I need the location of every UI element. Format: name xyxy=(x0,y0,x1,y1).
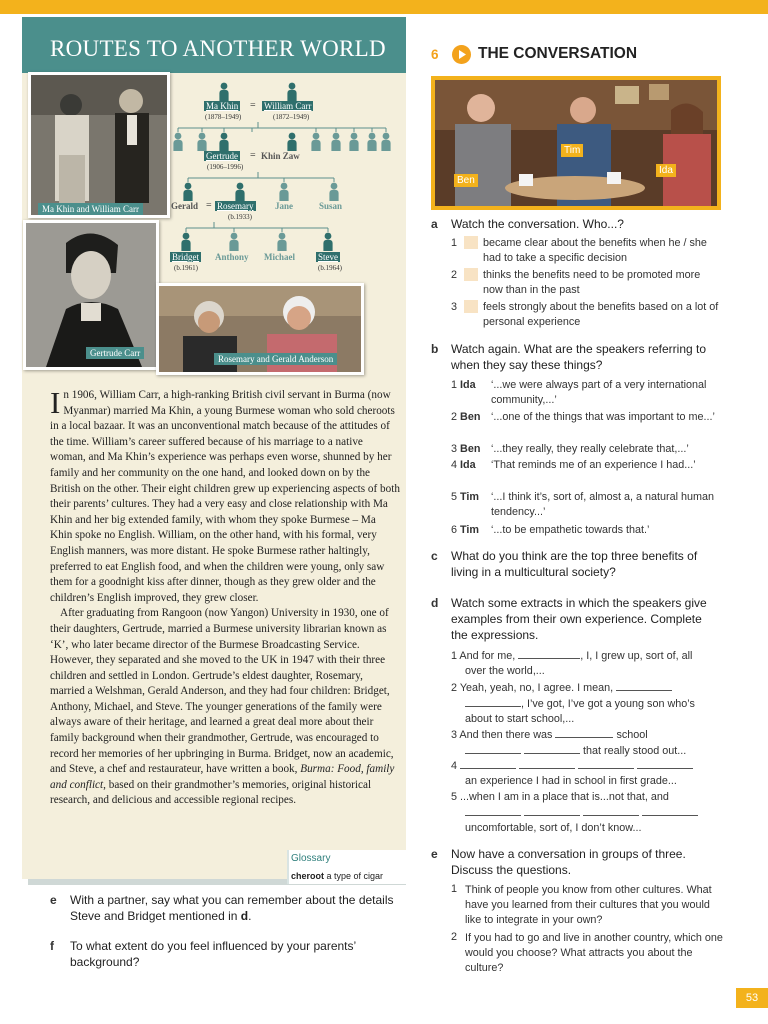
b-item-6-speaker: Tim xyxy=(460,524,480,536)
tree-makhin-dates: (1878–1949) xyxy=(205,113,242,121)
article-title: ROUTES TO ANOTHER WORLD xyxy=(50,36,386,61)
video-scene xyxy=(435,80,717,206)
d-item-3-blank-c[interactable] xyxy=(524,743,580,754)
article-paragraph-2 xyxy=(50,606,400,809)
d-item-1-number: 1 xyxy=(451,650,458,662)
a-item-1-text: became clear about the benefits when he / she had to take a specific decision xyxy=(483,237,707,264)
d-item-4-blank-d[interactable] xyxy=(637,758,693,769)
a-item-2-text: thinks the benefits need to be promoted more now than in the past xyxy=(483,269,701,296)
left-question-e-ref: d xyxy=(240,909,249,923)
b-item-3-quote: ‘...they really, they really celebrate that,...’ xyxy=(491,443,689,455)
a-item-1-answer-box[interactable] xyxy=(464,236,478,249)
tree-eq2: = xyxy=(250,150,256,161)
drop-cap: I xyxy=(50,385,61,420)
video-still[interactable] xyxy=(431,76,721,210)
d-item-5-blank-c[interactable] xyxy=(583,805,639,816)
b-item-5-number: 5 xyxy=(451,491,458,503)
d-item-5 xyxy=(451,790,726,836)
d-item-2-blank-b[interactable] xyxy=(465,696,521,707)
d-item-3-blank-b[interactable] xyxy=(465,743,521,754)
page-number: 53 xyxy=(736,988,768,1008)
d-item-1-middle: , I, I grew up, sort of, all xyxy=(580,650,693,662)
d-item-3-start: And then there was xyxy=(459,729,553,741)
b-item-5-speaker: Tim xyxy=(460,491,480,503)
article-body xyxy=(50,385,400,809)
b-item-4-number: 4 xyxy=(451,459,458,471)
d-item-2 xyxy=(451,680,726,727)
d-item-4-blank-a[interactable] xyxy=(460,758,516,769)
tree-william-dates: (1872–1949) xyxy=(273,113,310,121)
d-item-5-blank-a[interactable] xyxy=(465,805,521,816)
b-item-5-quote: ‘...I think it’s, sort of, almost a, a natural human tendency...’ xyxy=(491,491,715,518)
left-question-f-text: To what extent do you feel influenced by your parents’ background? xyxy=(70,939,356,969)
e-item-1-text: Think of people you know from other cultures. What have you learned from their cultures that you would like to integrate in your own? xyxy=(465,884,712,926)
tree-rosemary: Rosemary xyxy=(217,201,254,211)
exercise-c-text: What do you think are the top three benefits of living in a multicultural society? xyxy=(451,549,698,579)
exercise-a-letter: a xyxy=(431,217,438,231)
book-title: Burma: Food, family and conflict xyxy=(50,763,395,791)
d-item-5-start: ...when I am in a place that is...not that, and xyxy=(460,791,669,803)
b-item-6-quote: ‘...to be empathetic towards that.’ xyxy=(491,524,650,536)
tree-steve: Steve xyxy=(318,252,338,262)
video-label-ben: Ben xyxy=(454,174,478,187)
a-item-3-text: feels strongly about the benefits based on a lot of personal experience xyxy=(483,301,719,328)
d-item-2-middle: , I’ve got, I’ve got a young son who’s xyxy=(521,698,695,710)
left-question-f-letter: f xyxy=(50,939,54,953)
top-accent-bar xyxy=(0,0,768,14)
d-item-4 xyxy=(451,758,726,789)
article-p2-text: After graduating from Rangoon (now Yangon) University in 1930, one of their daughters, Gertrude, married a Burmese university librarian known as ‘K’, who later became director of the Burmese Broadcasting Service. However, they separated and she moved to the UK in 1947 with their three children and settled in London. Gertrude’s eldest daughter, Rosemary, married a Welshman, Gerald Anderson, and they had four children: Bridget, Anthony, Michael, and Steve. The younger generations of the family were always aware of their heritage, and learned a great deal more about their family background when their grandmother, Gertrude, was encouraged to record her memories of her upbringing in Burma. Bridget, now an academic, and Steve, a chef and restaurateur, have written a book, xyxy=(50,607,394,776)
tree-khinzaw: Khin Zaw xyxy=(261,151,300,161)
tree-jane: Jane xyxy=(275,201,293,211)
video-label-ida: Ida xyxy=(656,164,676,177)
b-item-4-speaker: Ida xyxy=(460,459,476,471)
a-item-2-answer-box[interactable] xyxy=(464,268,478,281)
d-item-1-end: over the world,... xyxy=(465,665,545,677)
tree-makhin: Ma Khin xyxy=(206,101,239,111)
left-question-e-text xyxy=(70,892,400,924)
caption-photo1: Ma Khin and William Carr xyxy=(38,203,143,215)
b-item-1-quote: ‘...we were always part of a very international community,...’ xyxy=(491,379,707,406)
section-title: THE CONVERSATION xyxy=(478,45,638,62)
d-item-3 xyxy=(451,727,726,759)
a-item-1-number: 1 xyxy=(451,237,458,249)
b-item-1-number: 1 xyxy=(451,379,458,391)
b-item-2-quote: ‘...one of the things that was important to me...’ xyxy=(491,411,715,423)
e-item-2-number: 2 xyxy=(451,931,458,943)
tree-bridget: Bridget xyxy=(172,252,199,262)
tree-william: William Carr xyxy=(264,101,312,111)
glossary-definition: a type of cigar xyxy=(324,871,384,881)
a-item-2-number: 2 xyxy=(451,269,458,281)
left-question-e-letter: e xyxy=(50,893,57,907)
video-label-tim: Tim xyxy=(561,144,583,157)
d-item-2-end: about to start school,... xyxy=(465,713,575,725)
glossary-title: Glossary xyxy=(291,853,331,864)
exercise-c-letter: c xyxy=(431,549,438,563)
photo-makhin-william xyxy=(28,72,170,218)
tree-susan: Susan xyxy=(319,201,343,211)
exercise-b-text: Watch again. What are the speakers referring to when they say these things? xyxy=(451,342,707,372)
tree-gertrude: Gertrude xyxy=(206,151,238,161)
d-item-5-blank-d[interactable] xyxy=(642,805,698,816)
d-item-5-end: uncomfortable, sort of, I don’t know... xyxy=(465,822,642,834)
a-item-3-number: 3 xyxy=(451,301,458,313)
exercise-d-letter: d xyxy=(431,596,439,610)
b-item-1-speaker: Ida xyxy=(460,379,476,391)
exercise-b-letter: b xyxy=(431,342,439,356)
tree-eq1: = xyxy=(250,100,256,111)
left-question-e-body: With a partner, say what you can remember about the details Steve and Bridget mentioned in xyxy=(70,893,394,923)
b-item-3-speaker: Ben xyxy=(460,443,481,455)
b-item-4-quote: ‘That reminds me of an experience I had...’ xyxy=(491,459,696,471)
article-p1-text: n 1906, William Carr, a high-ranking British civil servant in Burma (now Myanmar) married Ma Khin, a young Burmese woman who sold cheroots in a local bazaar. It was an unconventional match because of the attitudes of the time. William’s career suffered because of his marriage to a native woman, and Ma Khin’s experience was perhaps even worse, shunned by her family and her community on the one hand, and looked down on by the British on the other. Their eight children grew up experiencing aspects of both their parents’ cultures. They had a very easy and close relationship with Ma Khin and her big extended family, with whom they spoke Burmese – Ma Khin spoke no English. William, on the other hand, with his formal, very English manners, was more distant. He spoke Burmese rather haltingly, preferred to eat English food, and when the children were young, only saw them for a goodnight kiss after dinner, though as they grew older and the children’s English improved, they grew closer. xyxy=(50,389,400,604)
b-item-2-speaker: Ben xyxy=(460,411,481,423)
article-p2-end: , based on their grandmother’s memories, original historical research, and delicious and accessible regional recipes. xyxy=(50,778,372,807)
d-item-1 xyxy=(451,648,726,679)
tree-gertrude-dates: (1906–1996) xyxy=(207,163,244,171)
d-item-4-blank-c[interactable] xyxy=(578,758,634,769)
exercise-e-letter: e xyxy=(431,847,438,861)
tree-bridget-dates: (b.1961) xyxy=(174,264,198,272)
d-item-5-blank-b[interactable] xyxy=(524,805,580,816)
d-item-2-number: 2 xyxy=(451,682,458,694)
d-item-3-middle: school xyxy=(616,729,648,741)
d-item-3-end: that really stood out... xyxy=(583,745,687,757)
exercise-a-text: Watch the conversation. Who...? xyxy=(451,217,624,231)
exercise-d-text: Watch some extracts in which the speakers give examples from their own experience. Complete the expressions. xyxy=(451,596,707,642)
e-item-2-text: If you had to go and live in another country, which one would you choose? What attracts you about the culture? xyxy=(465,932,723,974)
tree-anthony: Anthony xyxy=(215,252,249,262)
a-item-3-answer-box[interactable] xyxy=(464,300,478,313)
b-item-3-number: 3 xyxy=(451,443,458,455)
d-item-1-start: And for me, xyxy=(459,650,516,662)
d-item-2-start: Yeah, yeah, no, I agree. I mean, xyxy=(459,682,614,694)
tree-eq3: = xyxy=(206,200,212,211)
d-item-3-number: 3 xyxy=(451,729,458,741)
caption-photo3: Rosemary and Gerald Anderson xyxy=(214,353,337,365)
section-number: 6 xyxy=(431,47,439,62)
tree-gerald: Gerald xyxy=(171,201,198,211)
play-icon[interactable] xyxy=(452,45,471,64)
tree-michael: Michael xyxy=(264,252,295,262)
exercise-e-text: Now have a conversation in groups of three. Discuss the questions. xyxy=(451,847,686,877)
glossary-entry xyxy=(291,871,383,881)
caption-photo2: Gertrude Carr xyxy=(86,347,144,359)
d-item-5-number: 5 xyxy=(451,791,458,803)
d-item-3-blank-a[interactable] xyxy=(555,727,613,738)
b-item-2-number: 2 xyxy=(451,411,458,423)
d-item-4-number: 4 xyxy=(451,760,458,772)
e-item-1-number: 1 xyxy=(451,883,458,895)
d-item-1-blank[interactable] xyxy=(518,648,580,659)
d-item-2-blank-a[interactable] xyxy=(616,680,672,691)
d-item-4-blank-b[interactable] xyxy=(519,758,575,769)
tree-rosemary-dates: (b.1933) xyxy=(228,213,252,221)
b-item-6-number: 6 xyxy=(451,524,458,536)
d-item-4-end: an experience I had in school in first grade... xyxy=(465,775,677,787)
glossary-term: cheroot xyxy=(291,871,325,881)
left-question-e-end: . xyxy=(248,909,252,923)
tree-steve-dates: (b.1964) xyxy=(318,264,342,272)
article-paragraph-1 xyxy=(50,385,400,606)
